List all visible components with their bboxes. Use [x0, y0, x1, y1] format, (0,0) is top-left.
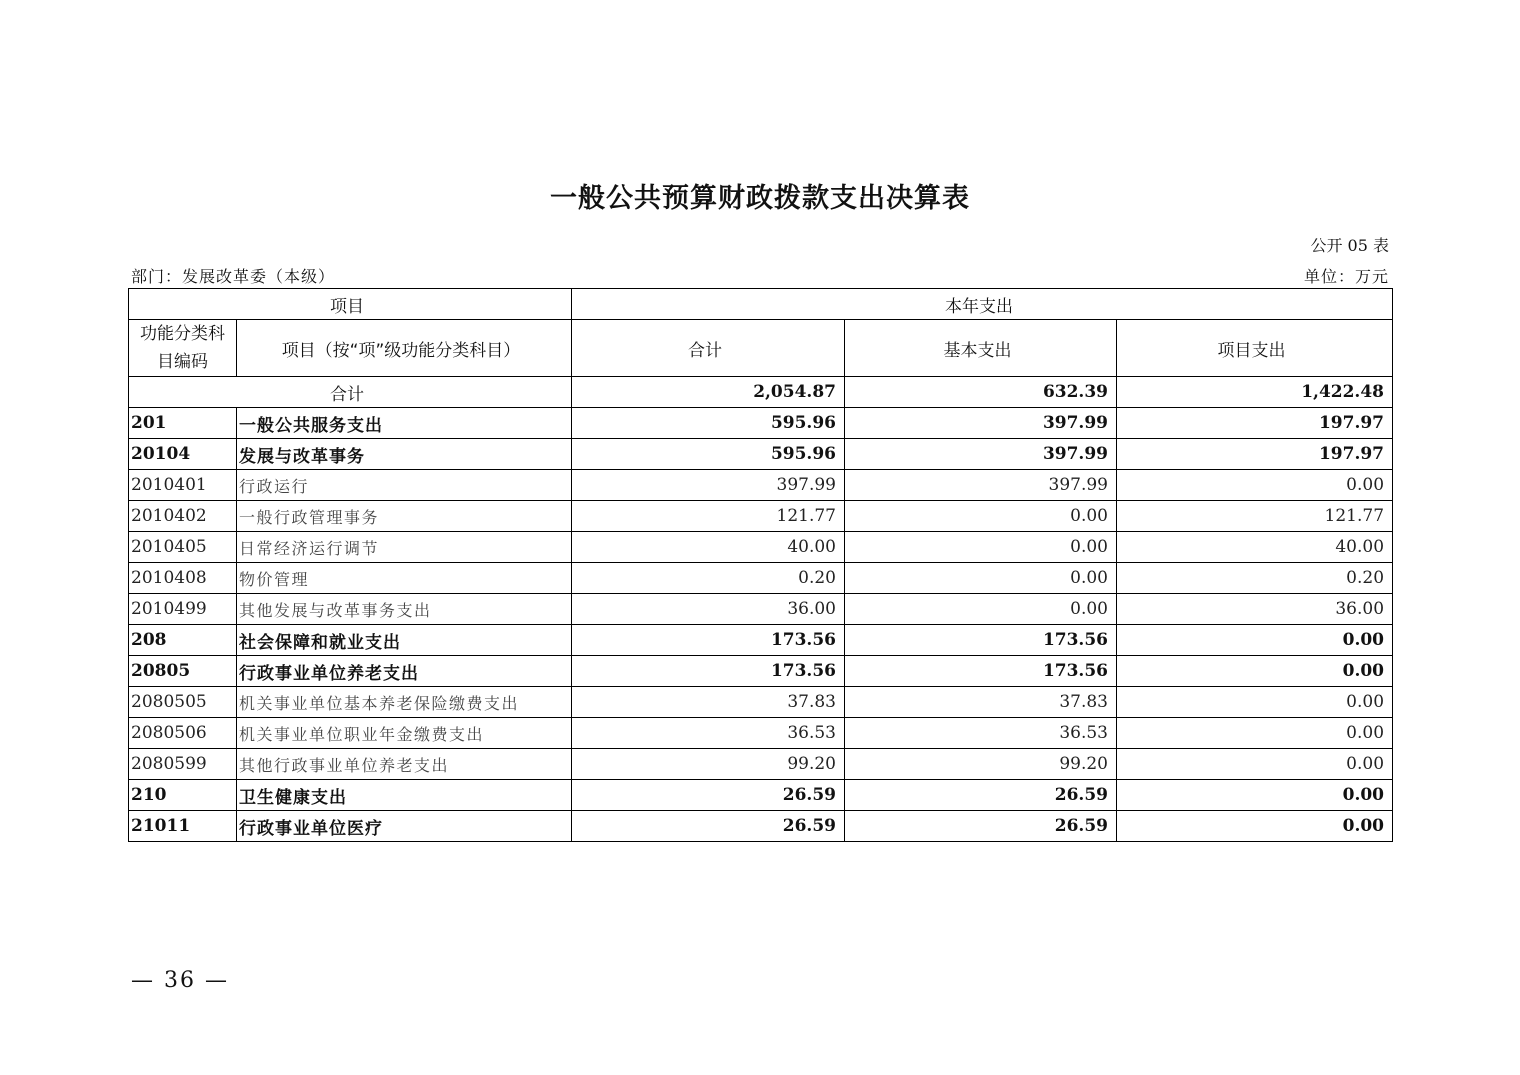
table-row — [129, 811, 1393, 842]
row-code: 2010408 — [129, 563, 237, 594]
row-code: 2080599 — [129, 749, 237, 780]
table-row — [129, 656, 1393, 687]
table-row — [129, 408, 1393, 439]
row-project: 0.00 — [1117, 718, 1393, 749]
table-row — [129, 439, 1393, 470]
row-code: 2080506 — [129, 718, 237, 749]
table-row — [129, 687, 1393, 718]
header-basic: 基本支出 — [845, 320, 1117, 377]
table-row — [129, 718, 1393, 749]
row-project: 0.20 — [1117, 563, 1393, 594]
row-total: 595.96 — [572, 408, 845, 439]
row-basic: 0.00 — [845, 563, 1117, 594]
row-name: 卫生健康支出 — [237, 780, 572, 811]
department-label: 部门：发展改革委（本级） — [131, 267, 336, 286]
row-code: 2010401 — [129, 470, 237, 501]
row-code: 2080505 — [129, 687, 237, 718]
row-basic: 99.20 — [845, 749, 1117, 780]
header-code: 功能分类科目编码 — [129, 320, 237, 377]
row-project: 40.00 — [1117, 532, 1393, 563]
row-project: 36.00 — [1117, 594, 1393, 625]
header-row-1 — [129, 289, 1393, 320]
row-project: 0.00 — [1117, 687, 1393, 718]
row-name: 发展与改革事务 — [237, 439, 572, 470]
row-total: 0.20 — [572, 563, 845, 594]
row-total: 595.96 — [572, 439, 845, 470]
total-row — [129, 377, 1393, 408]
row-project: 0.00 — [1117, 625, 1393, 656]
row-project: 0.00 — [1117, 470, 1393, 501]
row-code: 201 — [129, 408, 237, 439]
table-row — [129, 470, 1393, 501]
row-total: 36.53 — [572, 718, 845, 749]
page-title: 一般公共预算财政拨款支出决算表 — [550, 183, 970, 214]
total-basic: 632.39 — [845, 377, 1117, 408]
row-name: 其他发展与改革事务支出 — [237, 594, 572, 625]
row-basic: 0.00 — [845, 594, 1117, 625]
row-name: 一般行政管理事务 — [237, 501, 572, 532]
row-project: 0.00 — [1117, 780, 1393, 811]
header-item: 项目 — [129, 289, 572, 320]
table-row — [129, 625, 1393, 656]
row-basic: 397.99 — [845, 439, 1117, 470]
total-label: 合计 — [129, 377, 572, 408]
header-item-name: 项目（按“项”级功能分类科目） — [237, 320, 572, 377]
row-name: 行政事业单位医疗 — [237, 811, 572, 842]
form-number: 公开 05 表 — [1310, 236, 1389, 255]
row-code: 2010402 — [129, 501, 237, 532]
budget-table — [128, 288, 1393, 842]
row-code: 20104 — [129, 439, 237, 470]
row-total: 173.56 — [572, 656, 845, 687]
row-basic: 36.53 — [845, 718, 1117, 749]
table-row — [129, 501, 1393, 532]
row-code: 210 — [129, 780, 237, 811]
total-sum: 2,054.87 — [572, 377, 845, 408]
table-row — [129, 749, 1393, 780]
row-project: 121.77 — [1117, 501, 1393, 532]
row-name: 日常经济运行调节 — [237, 532, 572, 563]
row-basic: 26.59 — [845, 780, 1117, 811]
row-total: 397.99 — [572, 470, 845, 501]
row-basic: 0.00 — [845, 501, 1117, 532]
row-project: 0.00 — [1117, 749, 1393, 780]
row-name: 行政运行 — [237, 470, 572, 501]
row-project: 197.97 — [1117, 439, 1393, 470]
row-code: 2010405 — [129, 532, 237, 563]
row-name: 一般公共服务支出 — [237, 408, 572, 439]
row-basic: 173.56 — [845, 656, 1117, 687]
row-total: 26.59 — [572, 780, 845, 811]
row-basic: 26.59 — [845, 811, 1117, 842]
table-row — [129, 563, 1393, 594]
table-row — [129, 780, 1393, 811]
row-basic: 0.00 — [845, 532, 1117, 563]
row-name: 行政事业单位养老支出 — [237, 656, 572, 687]
total-project: 1,422.48 — [1117, 377, 1393, 408]
row-name: 机关事业单位职业年金缴费支出 — [237, 718, 572, 749]
row-code: 208 — [129, 625, 237, 656]
row-basic: 397.99 — [845, 470, 1117, 501]
row-total: 40.00 — [572, 532, 845, 563]
row-code: 2010499 — [129, 594, 237, 625]
table-row — [129, 594, 1393, 625]
row-name: 其他行政事业单位养老支出 — [237, 749, 572, 780]
row-total: 173.56 — [572, 625, 845, 656]
row-name: 机关事业单位基本养老保险缴费支出 — [237, 687, 572, 718]
row-total: 26.59 — [572, 811, 845, 842]
row-basic: 173.56 — [845, 625, 1117, 656]
header-current-year: 本年支出 — [572, 289, 1393, 320]
row-name: 物价管理 — [237, 563, 572, 594]
page-number: — 36 — — [131, 968, 229, 993]
row-total: 37.83 — [572, 687, 845, 718]
row-total: 121.77 — [572, 501, 845, 532]
row-total: 99.20 — [572, 749, 845, 780]
row-basic: 37.83 — [845, 687, 1117, 718]
row-project: 0.00 — [1117, 811, 1393, 842]
row-project: 0.00 — [1117, 656, 1393, 687]
header-project: 项目支出 — [1117, 320, 1393, 377]
header-row-2 — [129, 320, 1393, 377]
row-project: 197.97 — [1117, 408, 1393, 439]
row-total: 36.00 — [572, 594, 845, 625]
row-code: 20805 — [129, 656, 237, 687]
unit-label: 单位：万元 — [1303, 267, 1389, 286]
table-row — [129, 532, 1393, 563]
header-total: 合计 — [572, 320, 845, 377]
row-code: 21011 — [129, 811, 237, 842]
row-name: 社会保障和就业支出 — [237, 625, 572, 656]
row-basic: 397.99 — [845, 408, 1117, 439]
